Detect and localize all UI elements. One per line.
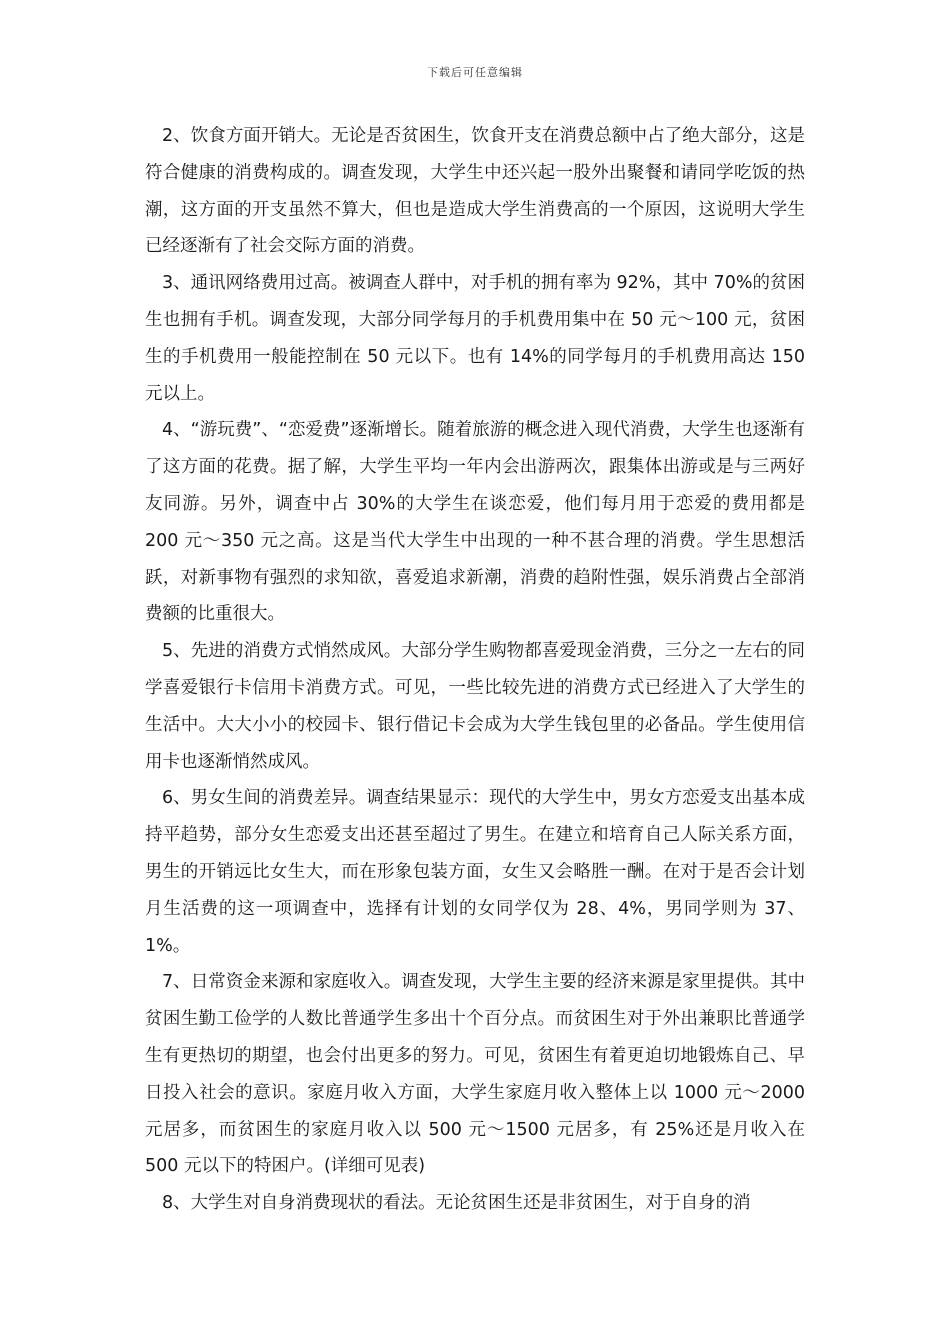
paragraph-7: 7、日常资金来源和家庭收入。调查发现，大学生主要的经济来源是家里提供。其中贫困生勤工俭学的人数比普通学生多出十个百分点。而贫困生对于外出兼职比普通学生有更热切的期望，也会付出更多的努力。可见，贫困生有着更迫切地锻炼自己、早日投入社会的意识。家庭月收入方面，大学生家庭月收入整体上以 1000 元～2000 元居多，而贫困生的家庭月收入以 500 元～1500 元居多，有 25%还是月收入在 500 元以下的特困户。(详细可见表) [145, 972, 805, 1177]
paragraph-4: 4、“游玩费”、“恋爱费”逐渐增长。随着旅游的概念进入现代消费，大学生也逐渐有了这方面的花费。据了解，大学生平均一年内会出游两次，跟集体出游或是与三两好友同游。另外，调查中占 30%的大学生在谈恋爱，他们每月用于恋爱的费用都是 200 元～350 元之高。这是当代大学生中出现的一种不甚合理的消费。学生思想活跃，对新事物有强烈的求知欲，喜爱追求新潮，消费的趋附性强，娱乐消费占全部消费额的比重很大。 [145, 420, 805, 625]
paragraph-5: 5、先进的消费方式悄然成风。大部分学生购物都喜爱现金消费，三分之一左右的同学喜爱银行卡信用卡消费方式。可见，一些比较先进的消费方式已经进入了大学生的生活中。大大小小的校园卡、银行借记卡会成为大学生钱包里的必备品。学生使用信用卡也逐渐悄然成风。 [145, 641, 805, 772]
paragraph-3: 3、通讯网络费用过高。被调查人群中，对手机的拥有率为 92%，其中 70%的贫困生也拥有手机。调查发现，大部分同学每月的手机费用集中在 50 元～100 元，贫困生的手机费用一般能控制在 50 元以下。也有 14%的同学每月的手机费用高达 150 元以上。 [145, 273, 805, 404]
paragraph-6: 6、男女生间的消费差异。调查结果显示：现代的大学生中，男女方恋爱支出基本成持平趋势，部分女生恋爱支出还甚至超过了男生。在建立和培育自己人际关系方面，男生的开销远比女生大，而在形象包装方面，女生又会略胜一酬。在对于是否会计划月生活费的这一项调查中，选择有计划的女同学仅为 28、4%，男同学则为 37、1%。 [145, 788, 805, 956]
document-body [145, 118, 805, 1222]
page-header: 下载后可任意编辑 [427, 66, 523, 79]
paragraph-8: 8、大学生对自身消费现状的看法。无论贫困生还是非贫困生，对于自身的消 [162, 1193, 751, 1214]
paragraph-2: 2、饮食方面开销大。无论是否贫困生，饮食开支在消费总额中占了绝大部分，这是符合健康的消费构成的。调查发现，大学生中还兴起一股外出聚餐和请同学吃饭的热潮，这方面的开支虽然不算大，但也是造成大学生消费高的一个原因，这说明大学生已经逐渐有了社会交际方面的消费。 [145, 126, 805, 257]
